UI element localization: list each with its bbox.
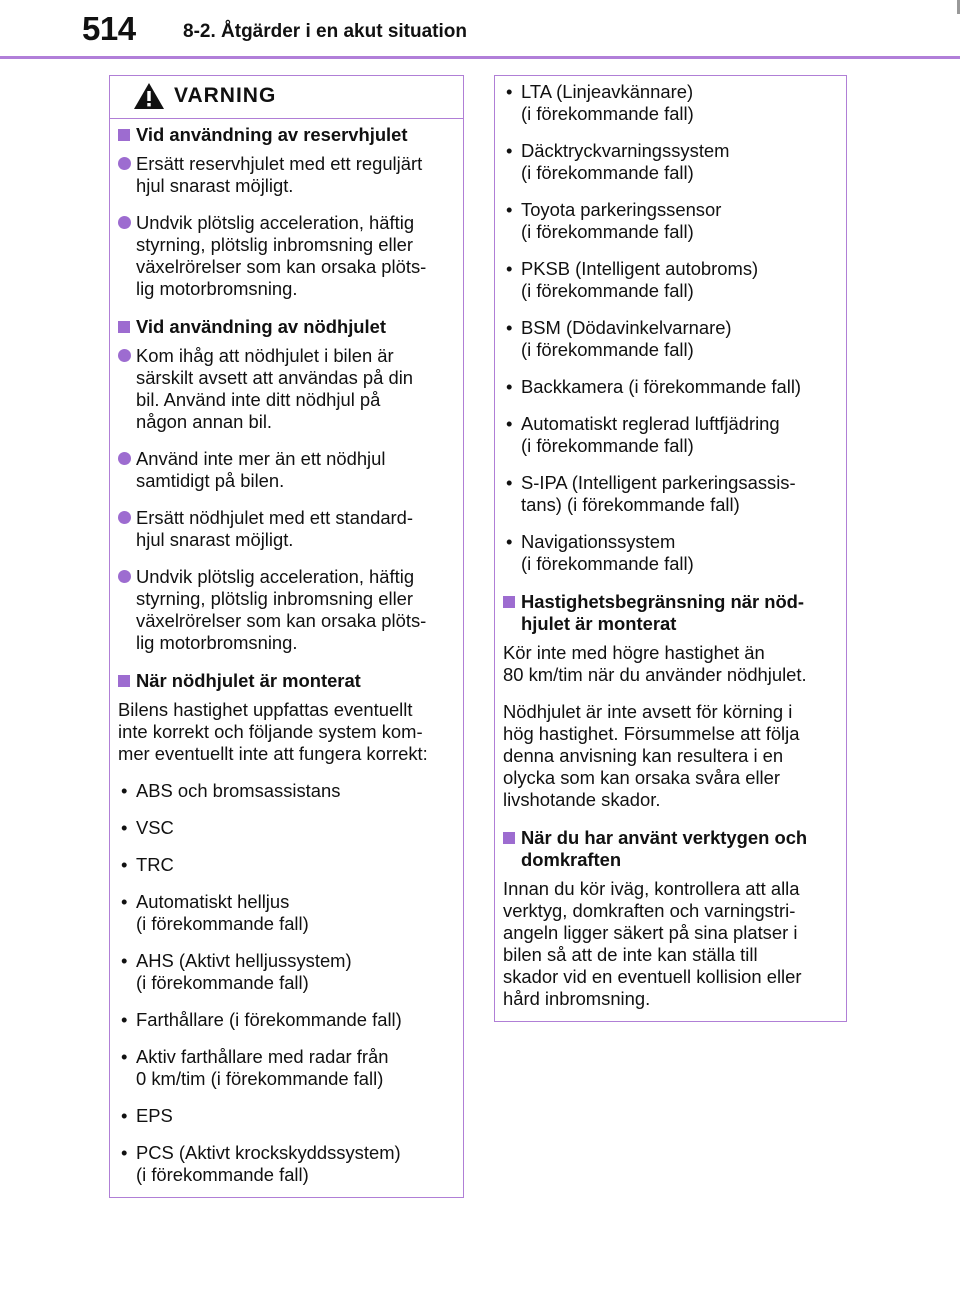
bullet-item	[503, 140, 836, 184]
text-line: PCS (Aktivt krockskyddssystem)	[136, 1142, 401, 1163]
text-line: inte korrekt och följande system kom-	[118, 721, 423, 742]
text-line: hård inbromsning.	[503, 988, 651, 1009]
text-line: (i förekommande fall)	[521, 435, 694, 456]
text-line: växelrörelser som kan orsaka plöts-	[136, 256, 427, 277]
circle-item	[118, 212, 453, 300]
subheading	[503, 827, 836, 871]
bullet-item	[503, 413, 836, 457]
text-line: EPS	[136, 1105, 173, 1126]
circle-item	[118, 345, 453, 433]
text-line: (i förekommande fall)	[136, 972, 309, 993]
text-line: bilen så att de inte kan ställa till	[503, 944, 758, 965]
subheading	[118, 124, 453, 146]
text-line: Navigationssystem	[521, 531, 676, 552]
subheading	[118, 670, 453, 692]
text-line: VSC	[136, 817, 174, 838]
text-line: Kom ihåg att nödhjulet i bilen är	[136, 345, 394, 366]
bullet-item	[118, 1009, 453, 1031]
bullet-item	[503, 376, 836, 398]
bullet-icon: •	[506, 258, 513, 279]
text-line: TRC	[136, 854, 174, 875]
text-line: Automatiskt helljus	[136, 891, 290, 912]
text-line: Automatiskt reglerad luftfjädring	[521, 413, 780, 434]
page-number: 514	[82, 10, 136, 47]
text-line: växelrörelser som kan orsaka plöts-	[136, 610, 427, 631]
bullet-icon: •	[506, 376, 513, 397]
text-line: Ersätt reservhjulet med ett reguljärt	[136, 153, 423, 174]
bullet-icon: •	[506, 140, 513, 161]
text-line: styrning, plötslig inbromsning eller	[136, 234, 414, 255]
text-line: Innan du kör iväg, kontrollera att alla	[503, 878, 800, 899]
bullet-icon: •	[121, 817, 128, 838]
text-line: lig motorbromsning.	[136, 278, 298, 299]
subheading	[503, 591, 836, 635]
text-line: hjul snarast möjligt.	[136, 529, 294, 550]
bullet-item	[503, 199, 836, 243]
text-line: (i förekommande fall)	[521, 553, 694, 574]
bullet-icon: •	[121, 854, 128, 875]
bullet-icon: •	[121, 1142, 128, 1163]
text-line: Toyota parkeringssensor	[521, 199, 722, 220]
text-line: Farthållare (i förekommande fall)	[136, 1009, 402, 1030]
circle-bullet-icon	[118, 570, 131, 583]
text-line: ABS och bromsassistans	[136, 780, 341, 801]
circle-item	[118, 566, 453, 654]
text-line: hjulet är monterat	[521, 613, 677, 634]
text-line: domkraften	[521, 849, 622, 870]
text-line: Däcktryckvarningssystem	[521, 140, 730, 161]
subheading	[118, 316, 453, 338]
circle-bullet-icon	[118, 349, 131, 362]
paragraph	[503, 701, 836, 811]
bullet-item	[118, 891, 453, 935]
text-line: LTA (Linjeavkännare)	[521, 81, 694, 102]
bullet-item	[118, 950, 453, 994]
warning-header	[110, 76, 463, 119]
text-line: S-IPA (Intelligent parkeringsassis-	[521, 472, 796, 493]
bullet-icon: •	[506, 317, 513, 338]
text-line: någon annan bil.	[136, 411, 273, 432]
warning-content-right	[495, 76, 846, 1010]
bullet-icon: •	[506, 413, 513, 434]
text-line: angeln ligger säkert på sina platser i	[503, 922, 798, 943]
text-line: 80 km/tim när du använder nödhjulet.	[503, 664, 807, 685]
header-rule	[0, 56, 960, 59]
bullet-icon: •	[506, 472, 513, 493]
bullet-item	[503, 81, 836, 125]
text-line: skador vid en eventuell kollision eller	[503, 966, 802, 987]
text-line: Vid användning av nödhjulet	[136, 316, 386, 337]
bullet-item	[503, 472, 836, 516]
bullet-item	[118, 817, 453, 839]
paragraph	[503, 878, 836, 1010]
text-line: tans) (i förekommande fall)	[521, 494, 740, 515]
warning-box-right	[494, 75, 847, 1022]
bullet-item	[118, 854, 453, 876]
text-line: (i förekommande fall)	[521, 162, 694, 183]
circle-bullet-icon	[118, 157, 131, 170]
paragraph	[118, 699, 453, 765]
bullet-icon: •	[121, 1046, 128, 1067]
text-line: Aktiv farthållare med radar från	[136, 1046, 389, 1067]
bullet-icon: •	[506, 199, 513, 220]
circle-item	[118, 448, 453, 492]
text-line: särskilt avsett att användas på din	[136, 367, 414, 388]
warning-triangle-icon	[132, 81, 166, 111]
bullet-item	[118, 1105, 453, 1127]
text-line: (i förekommande fall)	[136, 913, 309, 934]
text-line: Ersätt nödhjulet med ett standard-	[136, 507, 414, 528]
text-line: BSM (Dödavinkelvarnare)	[521, 317, 732, 338]
text-line: bil. Använd inte ditt nödhjul på	[136, 389, 381, 410]
text-line: hjul snarast möjligt.	[136, 175, 294, 196]
warning-box-left	[109, 75, 464, 1198]
text-line: AHS (Aktivt helljussystem)	[136, 950, 352, 971]
text-line: Undvik plötslig acceleration, häftig	[136, 566, 415, 587]
text-line: PKSB (Intelligent autobroms)	[521, 258, 759, 279]
text-line: När nödhjulet är monterat	[136, 670, 361, 691]
bullet-icon: •	[506, 531, 513, 552]
text-line: lig motorbromsning.	[136, 632, 298, 653]
circle-bullet-icon	[118, 452, 131, 465]
text-line: verktyg, domkraften och varningstri-	[503, 900, 796, 921]
bullet-icon: •	[121, 1105, 128, 1126]
bullet-icon: •	[121, 780, 128, 801]
text-line: styrning, plötslig inbromsning eller	[136, 588, 414, 609]
text-line: Använd inte mer än ett nödhjul	[136, 448, 386, 469]
circle-item	[118, 153, 453, 197]
text-line: Hastighetsbegränsning när nöd-	[521, 591, 805, 612]
bullet-item	[503, 317, 836, 361]
text-line: samtidigt på bilen.	[136, 470, 285, 491]
text-line: Backkamera (i förekommande fall)	[521, 376, 802, 397]
text-line: Vid användning av reservhjulet	[136, 124, 408, 145]
bullet-icon: •	[121, 1009, 128, 1030]
text-line: denna anvisning kan resultera i en	[503, 745, 784, 766]
text-line: olycka som kan orsaka svåra eller	[503, 767, 780, 788]
warning-title: VARNING	[174, 84, 277, 107]
text-line: (i förekommande fall)	[521, 103, 694, 124]
text-line: hög hastighet. Försummelse att följa	[503, 723, 800, 744]
page-header	[0, 0, 960, 58]
text-line: Kör inte med högre hastighet än	[503, 642, 765, 663]
bullet-icon: •	[121, 950, 128, 971]
section-title: 8-2. Åtgärder i en akut situation	[183, 21, 467, 42]
paragraph	[503, 642, 836, 686]
text-line: Bilens hastighet uppfattas eventuellt	[118, 699, 413, 720]
bullet-item	[118, 1046, 453, 1090]
text-line: När du har använt verktygen och	[521, 827, 808, 848]
circle-bullet-icon	[118, 511, 131, 524]
bullet-icon: •	[506, 81, 513, 102]
text-line: (i förekommande fall)	[136, 1164, 309, 1185]
text-line: mer eventuellt inte att fungera korrekt:	[118, 743, 428, 764]
text-line: Nödhjulet är inte avsett för körning i	[503, 701, 793, 722]
text-line: (i förekommande fall)	[521, 339, 694, 360]
bullet-icon: •	[121, 891, 128, 912]
text-line: (i förekommande fall)	[521, 221, 694, 242]
bullet-item	[503, 531, 836, 575]
circle-bullet-icon	[118, 216, 131, 229]
bullet-item	[118, 780, 453, 802]
warning-content-left	[110, 119, 463, 1186]
text-line: 0 km/tim (i förekommande fall)	[136, 1068, 384, 1089]
text-line: (i förekommande fall)	[521, 280, 694, 301]
bullet-item	[503, 258, 836, 302]
bullet-item	[118, 1142, 453, 1186]
circle-item	[118, 507, 453, 551]
text-line: Undvik plötslig acceleration, häftig	[136, 212, 415, 233]
text-line: livshotande skador.	[503, 789, 661, 810]
